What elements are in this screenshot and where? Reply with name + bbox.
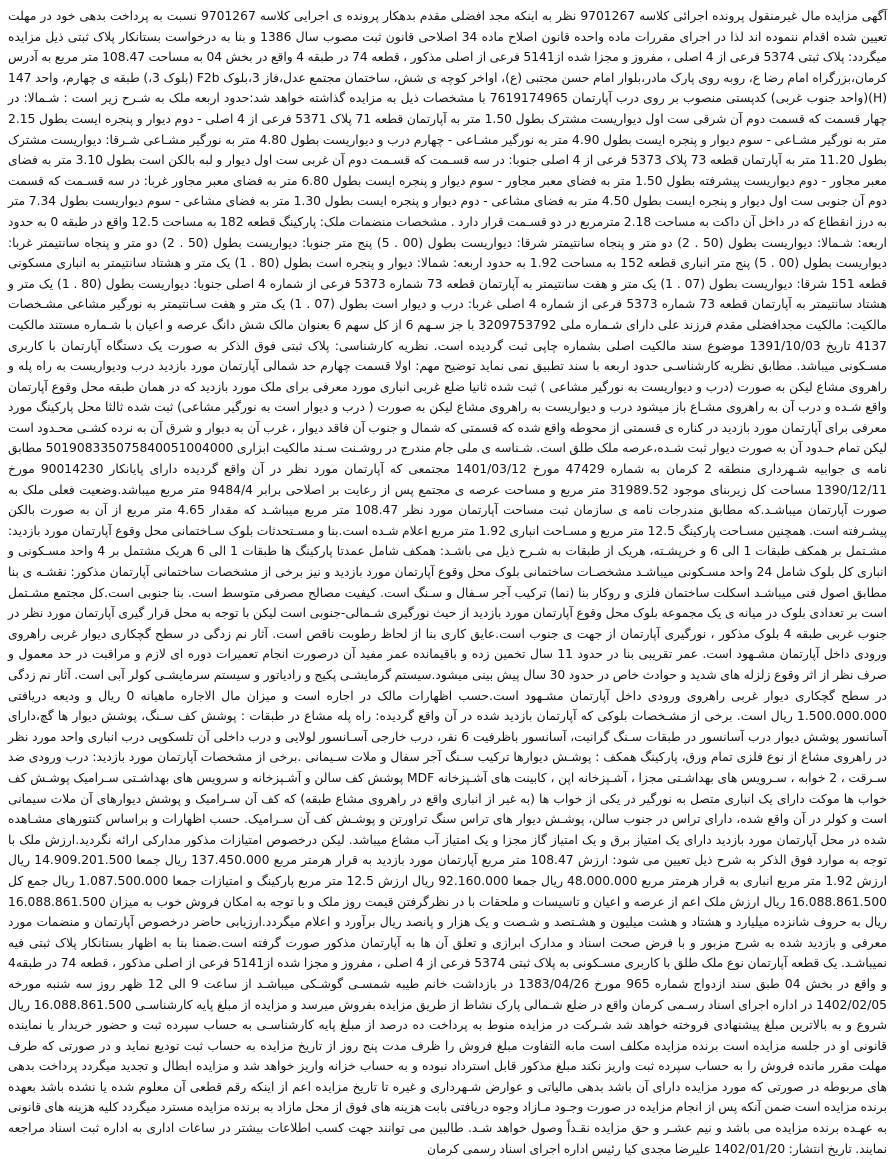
auction-notice-text: آگهی مزایده مال غیرمنقول پرونده اجرائی کلاسه 9701267 نظر به اینکه مجد افضلی مقدم بدهکار پرونده ی اجرایی کلاسه 9701267 نسبت به پرداخت بدهی خود در مهلت تعیین شده اقدام ننموده اند لذا در اجرای مقررات ماده واحده قانون اصلاح ماده 34 اصلاحی قانون ثبت مصوب سال 1386 و بنا به درخواست بستانکار پلاک ثبتی ذیل مزایده میگردد: پلاک ثبتی 5374 فرعی از 4 اصلی ، مفروز و مجزا شده از5141 فرعی از اصلی مذکور ، قطعه 74 در طبقه 4 واقع در بخش 04 به مساحت 108.47 متر مربع به آدرس کرمان،بزرگراه امام رضا ع، روبه روی پارک مادر،بلوار امام حسن مجتبی (ع)، اواخر کوچه ی شش، ساختمان مجتمع عدل،فاز 3،بلوک F2b (بلوک 3،) طبقه ی چهارم، واحد 147 (H)(واحد جنوب غربی) کدپستی منصوب بر روی درب آپارتمان 7619174965 با مشخصات ذیل به مزایده گذاشته خواهد شد:حدود اربعه ملک به شـرح زیر است : شـمالا: در چهار قسمت که قسمت دوم آن شرقی ست اول دیواریست مشترک بطول 1.50 متر به آپارتمان قطعه 71 پلاک 5371 فرعی از 4 اصلی - دوم دیوار و پنجره ایست بطول 2.15 متر به نورگیر مشـاعی - سوم دیوار و پنجره ایست بطول 4.90 متر به نورگیر مشـاعی - چهارم درب و دیواریست بطول 4.80 متر به نورگیر مشـاعی شـرقا: دیواریست مشترک بطول 11.20 متر به آپارتمان قطعه 73 پلاک 5373 فرعی از 4 اصلی جنوبا: در سه قسـمت که قسـمت دوم آن غربی ست اول دیوار و لبه بالکن است بطول 3.10 متر به فضای معبر مجاور - دوم دیواریست پیشرفته بطول 1.50 متر به فضای معبر مجاور - سوم دیوار و پنجره ایست بطول 6.80 متر به فضای معبر مجاور غربا: در سه قسـمت که قسمت دوم آن جنوبی ست اول دیوار و پنجره ایست بطول 4.50 متر به فضای مشاعی - دوم دیوار و پنجره ایست بطول 1.30 متر به فضای مشاعی - سوم دیواریست بطول 7.34 متر به درز انقطاع که در داخل آن داکت به مساحت 2.18 مترمربع در دو قسـمت قرار دارد . مشخصات منضمات ملک: پارکینگ قطعه 182 به مساحت 12.5 واقع در طبقه 0 به حدود اربعه: شـمالا: دیواریست بطول (50 . 2) دو متر و پنجاه سانتیمتر شرقا: دیواریست بطول (00 . 5) پنج متر جنوبا: دیواریست بطول (50 . 2) دو متر و پنجاه سانتیمتر غربا: دیواریست بطول (00 . 5) پنج متر انباری قطعه 152 به مساحت 1.92 به حدود اربعه: شمالا: دیوار و پنجره است بطول (80 . 1) یک متر و هشتاد سانتیمتر به انباری مسکونی قطعه 151 شرقا: دیواریست بطول (07 . 1) یک متر و هفت سانتیمتر به آپارتمان قطعه 73 شماره 5373 فرعی از شماره 4 اصلی جنوبا: دیواریست بطول (80 . 1) یک متر و هشتاد سانتیمتر به آپارتمان قطعه 73 شماره 5373 فرعی از شماره 4 اصلی غربا: درب و دیوار است بطول (07 . 1) یک متر و هفت سـانتیمتر به نورگیر مشاعی مشـخصات مالکیت: مالکیت مجدافضلی مقدم فرزند علی دارای شـماره ملی 3209753792 با جز سـهم 6 از کل سهم 6 بعنوان مالک شش دانگ عرصه و اعیان با شـماره مستند مالکیت 4137 تاریخ 1391/10/03 موضوع سند مالکیت اصلی بشماره چاپی ثبت گردیده است. نظریه کارشناسی: پلاک ثبتی فوق الذکر به صورت یک دستگاه آپارتمان با کاربری مسـکونی میباشد. مطابق نظریه کارشناسـی حدود اربعه با سند تطبیق نمی نماید توضیح مهم: اولا قسمت چهارم حد شمالی آپارتمان مورد بازدید درب ودیواریست به راه پله و راهروی مشاع لیکن به صورت (درب و دیواریست به نورگیر مشاعی ) ثبت شده ثانیا ضلع غربی انباری مورد معرفی برای ملک مورد بازدید که در همان طبقه محل وقوع آپارتمان واقع شـده و درب آن به راهروی مشـاع باز میشود درب و دیواریست به راهروی مشاع لیکن به صورت ( درب و دیوار است به نورگیر مشاعی) ثبت شده ثالثا محل پارکینگ مورد معرفی برای آپارتمان مورد بازدید در کناره ی قسمتی از محوطه واقع شده که قسمتی که شمال و جنوب آن فاقد دیوار ، غرب آن به دیوار و شرق آن به نرده کشـی محـدود است لیکن تمام حـدود آن به صورت دیوار ثبت شـده،عرصه ملک طلق است. شـناسه ی ملی جام مندرج در روشـنت سـند مالکیت ابزاری 501908335075840051004000 مطابق نامه ی جوابیه شـهرداری منطقه 2 کرمان به شماره 47429 مورخ 1401/03/12 مجتمعی که آپارتمان مورد نظر در آن واقع گردیده دارای پایانکار 90014230 مورخ 1390/12/11 مساحت کل زیربنای موجود 31989.52 متر مربع و مساحت عرصه ی مجتمع پس از رعایت بر اصلاحی برابر 9484/4 متر مربع میباشد.وضعیت فعلی ملک به صورت آپارتمان میباشـد.که مطابق مندرجات نامه ی سازمان ثبت مساحت آپارتمان مورد نظر 108.47 متر مربع میباشـد که مقدار 4.65 متر مربع از آن به صورت بالکن پیشـرفته است. همچنین مسـاحت پارکینگ 12.5 متر مربع و مسـاحت انباری 1.92 متر مربع اعلام شـده است.بنا و مسـتحدثات بلوک سـاختمانی محل وقوع آپارتمان مورد بازدید: مشـتمل بر همکف طبقات 1 الی 6 و خرپشـته، هریک از طبقات به شـرح ذیل می باشـد: همکف شامل عمدتا پارکینگ ها طبقات 1 الی 6 هریک مشتمل بر 4 واحد مسـکونی و انباری کل بلوک شامل 24 واحد مسـکونی میباشـد مشخصـات ساختمانی بلوک محل وقوع آپارتمان مورد بازدید و نیز برخی از مشخصات ساختمانی آپارتمان مذکور: نقشـه ی بنا مطابق اصول فنی میباشـد اسکلت ساختمان فلزی و روکار بنا (نما) ترکیب آجر سـفال و سـنگ است. کیفیت مصالح مصرفی متوسط است. بنا جنوبی است.کل مجتمع مشـتمل است بر تعدادی بلوک در میانه ی یک مجموعه بلوک محل وقوع آپارتمان مورد بازدید از حیث نورگیری شـمالی-جنوبی است لیکن با توجه به محل قرار گیری آپارتمان مورد نظر در جنوب غربی طبقه 4 بلوک مذکور ، نورگیری آپارتمان از جهت ی جنوب است.عایق کاری بنا از لحاظ رطوبت ناقص است. آثار نم زدگی در سطح گچکاری دیوار غربی راهروی ورودی داخل آپارتمان مشـهود است. عمر تقریبی بنا در حدود 11 سال تخمین زده و باقیمانده عمر مفید آن درصورت انجام تعمیرات دوره ای لازم و مراقبت در حد معمول و صرف نظر از اثر وقوع زلزله های شدید و حوادث خاص در حدود 30 سال پیش بینی میشود.سیستم گرمایشـی پکیج و رادیاتور و سیستم سرمایشـی کولر آبی است. آثار نم زدگی در سطح گچکاری دیوار غربی راهروی ورودی داخل آپارتمان مشـهود است.حسب اظهارات مالک در اجاره است و میزان مال الاجاره ماهیانه 0 ریال و ودیعه دریافتی 1.500.000.000 ریال است. برخی از مشـخصات بلوکی که آپارتمان بازدید شده در آن واقع گردیده: راه پله مشاع در طبقات : پوشش کف سـنگ، پوشش دیوار ها گچ،دارای آسانسور پوشش دیوار درب آسانسور در طبقات سـنگ گرانیت، آسانسور باظرفیت 6 نفر، درب خارجی آسـانسور لولایی و درب داخلی آن تلسکوپی درب انباری واحد مورد نظر در راهروی مشاع از نوع فلزی تمام ورق، پارکینگ همکف : پوشـش دیوارها ترکیب سـنگ آجر سفال و ملات سـیمانی .برخی از مشخصات آپارتمان مورد بازدید: درب ورودی ضد سـرقت ، 2 خوابه ، سـرویس های بهداشـتی مجزا ، آشـپزخانه اپن ، کابینت های آشـپزخانه MDF پوشش کف سالن و آشـپزخانه و سرویس های بهداشـتی سـرامیک پوشـش کف خواب ها موکت دارای یک انباری متصل به نورگیر در یکی از خواب ها (به غیر از انباری واقع در راهروی مشاع طبقه) که کف آن سـرامیک و پوشش دیوارهای آن ملات سیمانی است و کولر در آن واقع شده، دارای تراس در جنوب سالن، پوشـش دیوار های تراس سنگ تراورتن و پوشـش کف آن سـرامیک. حسب اظهارات و براساس کنتورهای مشـاهده شده در محل آپارتمان مورد بازدید دارای یک امتیاز برق و یک امتیاز گاز مجزا و یک امتیاز آب مشاع میباشد. لیکن درخصوص امتیازات مذکور مدارکی ارائه نگردید.ارزش ملک با توجه به موارد فوق الذکر به شرح ذیل تعیین می شود: ارزش 108.47 متر مربع آپارتمان مورد بازدید به قرار هرمتر مربع 137.450.000 ریال جمعا 14.909.201.500 ریال ارزش 1.92 متر مربع انباری به قرار هرمتر مربع 48.000.000 ریال جمعا 92.160.000 ریال ارزش 12.5 متر مربع پارکینگ و امتیازات جمعا 1.087.500.000 ریال جمع کل 16.088.861.500 ریال ارزش ملک اعم از عرصه و اعیان و تاسیسات و ملحقات با در نظرگرفتن قیمت روز ملک و با توجه به امکان فروش خوب به میزان 16.088.861.500 ریال به حروف شانزده میلیارد و هشتاد و هشت میلیون و هشـتصد و شـصت و یک هزار و پانصد ریال برآورد و اعلام میگردد.ارزیابی حاضر درخصوص آپارتمان و منضمات مورد معرفی و بازدید شده به شرح مزبور و با فرض صحت اسناد و مدارک ابرازی و تعلق آن ها به آپارتمان مذکور صورت گرفته است.ضمنا بنا به اظهار بستانکار پلاک ثبتی فیه نمیباشـد. یک قطعه آپارتمان نوع ملک طلق با کاربری مسـکونی به پلاک ثبتی 5374 فرعی از 4 اصلی ، مفروز و مجزا شده از5141 فرعی از اصلی مذکور ، قطعه 74 در طبقه4 و واقع در بخش 04 طبق سند ازدواج شماره 965 مورخ 1383/04/26 در بازداشت خانم طیبه شمسـی گوشـکی میباشـد از ساعت 9 الی 12 ظهر روز سه شنبه مورخه 1402/02/05 در اداره اجرای اسناد رسـمی کرمان واقع در ضلع شـمالی پارک نشاط از طریق مزایده بفروش میرسد و مزایده از مبلغ پایه کارشناسـی 16.088.861.500 ریال شروع و به بالاترین مبلغ پیشنهادی فروخته خواهد شد شـرکت در مزایده منوط به پرداخت ده درصد از مبلغ پایه کارشناسـی به حساب سپرده ثبت و حضور خریدار یا نماینده قانونی او در جلسه مزایده است برنده مزایده مکلف است مابه التفاوت مبلغ فروش را ظرف مدت پنج روز از تاریخ مزایده به حساب ثبت تودیع نماید و در صورتی که طرف مهلت مقرر مانده فروش را به حساب سپرده ثبت واریز نکند مبلغ مذکور قابل استرداد نبوده و به حساب خزانه واریز خواهد شد و مزایده ابطال و تجدید میگردد پرداخت بدهی های مربوطه در صورتی که مورد مزایده دارای آن باشد بدهی مالیاتی و عوارض شـهرداری و غیره تا تاریخ مزایده اعم از اینکه رقم قطعی آن معلوم شده یا نشده باشد بعهده برنده مزایده است ضمن آنکه پس از انجام مزایده در صورت وجـود مـازاد وجوه دریافتی بابت هزینه های فوق از محل مازاد به برنده مزایده مسترد میگردد کلیه هزینه های قانونی به عهـده برنده مزایده می باشد و نیم عشـر و حق مزایده نقـداً وصول خواهد شـد. طالبین می توانند جهت کسب اطلاعات بیشتر در ساعات اداری به اداره ثبت اسناد مراجعه نمایند. تاریخ انتشار: 1402/01/20 علیرضا مجدی کیا رئیس اداره اجرای اسناد رسمی کرمان: [8, 9, 888, 1156]
